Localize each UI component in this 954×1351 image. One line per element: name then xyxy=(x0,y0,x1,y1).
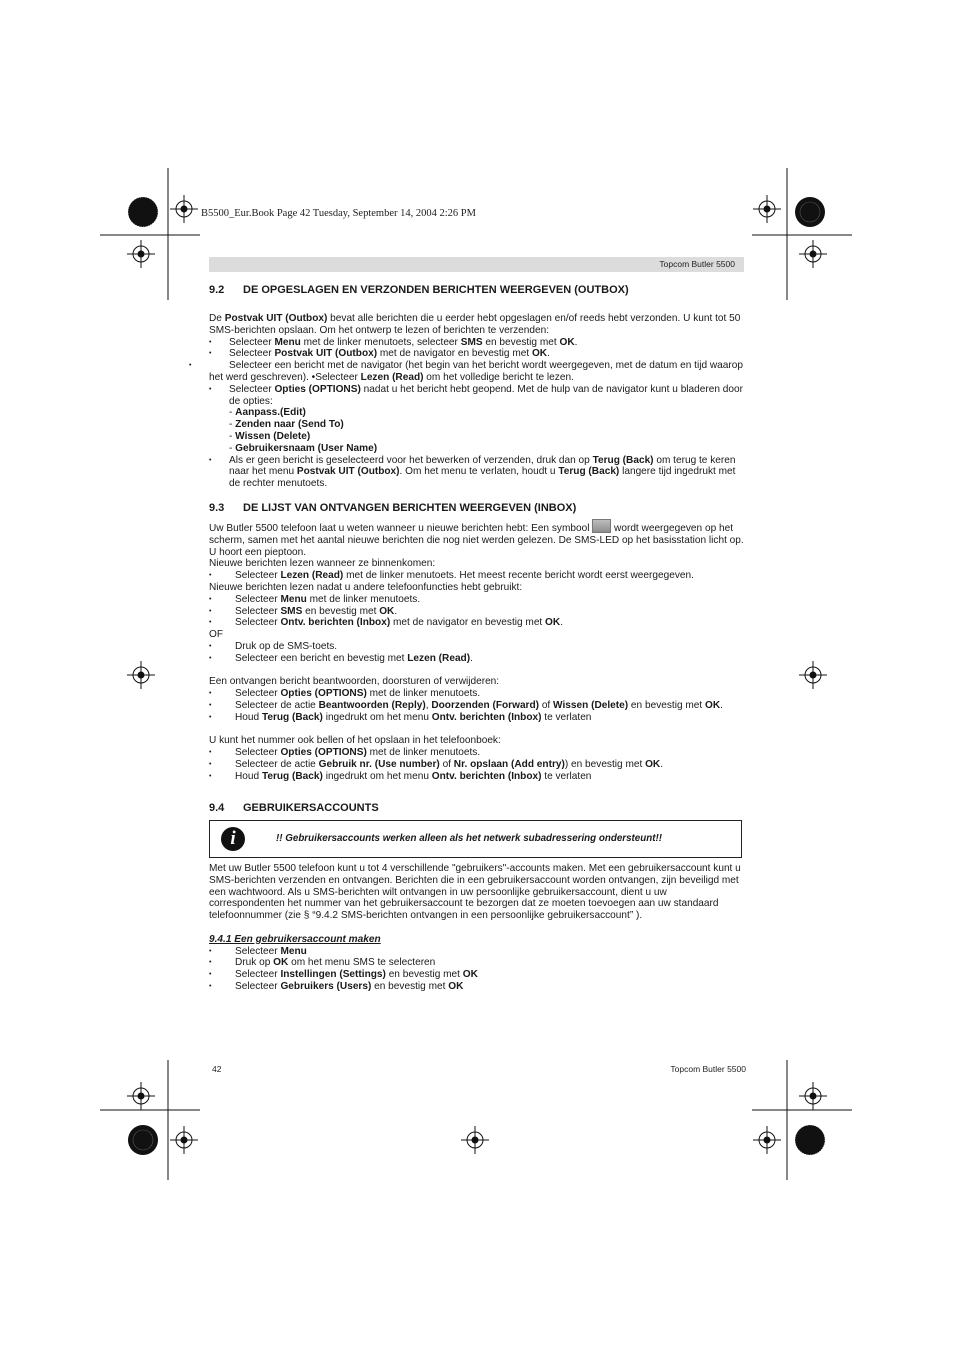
note-text: !! Gebruikersaccounts werken alleen als het netwerk subadressering ondersteunt!! xyxy=(276,833,663,844)
option-item: - Gebruikersnaam (User Name) xyxy=(229,442,378,454)
list-item: • Selecteer een bericht en bevestig met Lezen (Read). xyxy=(209,653,744,665)
header-bar xyxy=(209,257,744,272)
list-item: • Druk op OK om het menu SMS te selecteren xyxy=(209,957,744,969)
paragraph: Een ontvangen bericht beantwoorden, doorsturen of verwijderen: xyxy=(209,676,500,688)
section-heading: 9.4 GEBRUIKERSACCOUNTS xyxy=(209,802,379,814)
list-item: • Selecteer Menu met de linker menutoets. xyxy=(209,594,744,606)
paragraph: Nieuwe berichten lezen nadat u andere telefoonfuncties hebt gebruikt: xyxy=(209,581,523,593)
list-item: • Houd Terug (Back) ingedrukt om het menu Ontv. berichten (Inbox) te verlaten xyxy=(209,712,744,724)
header-product: Topcom Butler 5500 xyxy=(659,259,735,269)
option-item: - Wissen (Delete) xyxy=(229,430,311,442)
paragraph: Uw Butler 5500 telefoon laat u weten wanneer u nieuwe berichten hebt: Een symbool wordt weergegeven op het scherm, samen met het aantal nieuwe berichten die nog niet werden gelezen. De SMS-LED op het basisstation licht op. U hoort een pieptoon. xyxy=(209,519,744,558)
section-heading: 9.2 DE OPGESLAGEN EN VERZONDEN BERICHTEN WEERGEVEN (OUTBOX) xyxy=(209,284,629,296)
list-item: • Houd Terug (Back) ingedrukt om het menu Ontv. berichten (Inbox) te verlaten xyxy=(209,771,744,783)
list-item: • Druk op de SMS-toets. xyxy=(209,641,744,653)
list-item: • Als er geen bericht is geselecteerd voor het bewerken of verzenden, druk dan op Terug (Back) om terug te keren naar het menu Postvak UIT (Outbox). Om het menu te verlaten, houdt u Terug (Back) langere tijd ingedrukt met de rechter menutoets. xyxy=(209,455,744,490)
section-9-4-heading xyxy=(209,802,744,815)
section-9-2 xyxy=(189,284,744,490)
list-item: • Selecteer Opties (OPTIONS) met de linker menutoets. xyxy=(209,747,744,759)
option-item: - Aanpass.(Edit) xyxy=(229,407,306,419)
section-heading: 9.3 DE LIJST VAN ONTVANGEN BERICHTEN WEERGEVEN (INBOX) xyxy=(209,502,577,514)
list-item: • Selecteer Menu xyxy=(209,946,744,958)
paragraph: U kunt het nummer ook bellen of het opslaan in het telefoonboek: xyxy=(209,735,501,747)
info-note-box xyxy=(209,820,742,858)
paragraph: Nieuwe berichten lezen wanneer ze binnenkomen: xyxy=(209,558,436,570)
paragraph: De Postvak UIT (Outbox) bevat alle berichten die u eerder hebt opgeslagen en/of reeds hebt verzonden. U kunt tot 50 SMS-berichten opslaan. Om het ontwerp te lezen of berichten te verzenden: xyxy=(209,313,741,336)
list-item: • Selecteer de actie Gebruik nr. (Use number) of Nr. opslaan (Add entry)) en bevestig met OK. xyxy=(209,759,744,771)
list-item: • Selecteer Menu met de linker menutoets, selecteer SMS en bevestig met OK. xyxy=(209,337,744,349)
paragraph: Met uw Butler 5500 telefoon kunt u tot 4 verschillende "gebruikers"-accounts maken. Met een gebruikersaccount kunt u SMS-berichten verzenden en ontvangen. Berichten die in een gebruikersaccount worden ontvangen, zijn beveiligd met een wachtwoord. Als u SMS-berichten wilt ontvangen in uw persoonlijke gebruikersaccount, dient u uw correspondenten het nummer van het gebruikersaccount te bezorgen dat ze moeten toevoegen aan uw standaard telefoonnummer (zie § “9.4.2 SMS-berichten ontvangen in een persoonlijke gebruikersaccount” ). xyxy=(209,863,741,922)
list-item: • Selecteer Gebruikers (Users) en bevestig met OK xyxy=(209,981,744,993)
list-item: • Selecteer SMS en bevestig met OK. xyxy=(209,606,744,618)
page-number: 42 xyxy=(212,1064,222,1074)
info-icon: i xyxy=(221,827,245,851)
list-item: • Selecteer Opties (OPTIONS) met de linker menutoets. xyxy=(209,688,744,700)
list-item: • Selecteer Instellingen (Settings) en bevestig met OK xyxy=(209,969,744,981)
book-line: B5500_Eur.Book Page 42 Tuesday, September 14, 2004 2:26 PM xyxy=(201,208,476,219)
footer-product: Topcom Butler 5500 xyxy=(670,1064,746,1074)
list-item: • Selecteer de actie Beantwoorden (Reply), Doorzenden (Forward) of Wissen (Delete) en bevestig met OK. xyxy=(209,700,744,712)
list-item: • Selecteer een bericht met de navigator (het begin van het bericht wordt weergegeven, met de datum en tijd waarop het werd geschreven). •Selecteer Lezen (Read) om het volledige bericht te lezen. xyxy=(189,360,743,383)
sms-envelope-icon xyxy=(592,519,611,533)
section-9-3 xyxy=(209,502,744,783)
section-9-4-body xyxy=(209,863,744,993)
paragraph: OF xyxy=(209,629,224,641)
list-item: • Selecteer Lezen (Read) met de linker menutoets. Het meest recente bericht wordt eerst weergegeven. xyxy=(209,570,744,582)
list-item: • Selecteer Postvak UIT (Outbox) met de navigator en bevestig met OK. xyxy=(209,348,744,360)
list-item: • Selecteer Ontv. berichten (Inbox) met de navigator en bevestig met OK. xyxy=(209,617,744,629)
option-item: - Zenden naar (Send To) xyxy=(229,419,344,431)
list-item: • Selecteer Opties (OPTIONS) nadat u het bericht hebt geopend. Met de hulp van de navigator kunt u bladeren door de opties: xyxy=(209,384,744,408)
subsection-title: 9.4.1 Een gebruikersaccount maken xyxy=(209,933,381,945)
